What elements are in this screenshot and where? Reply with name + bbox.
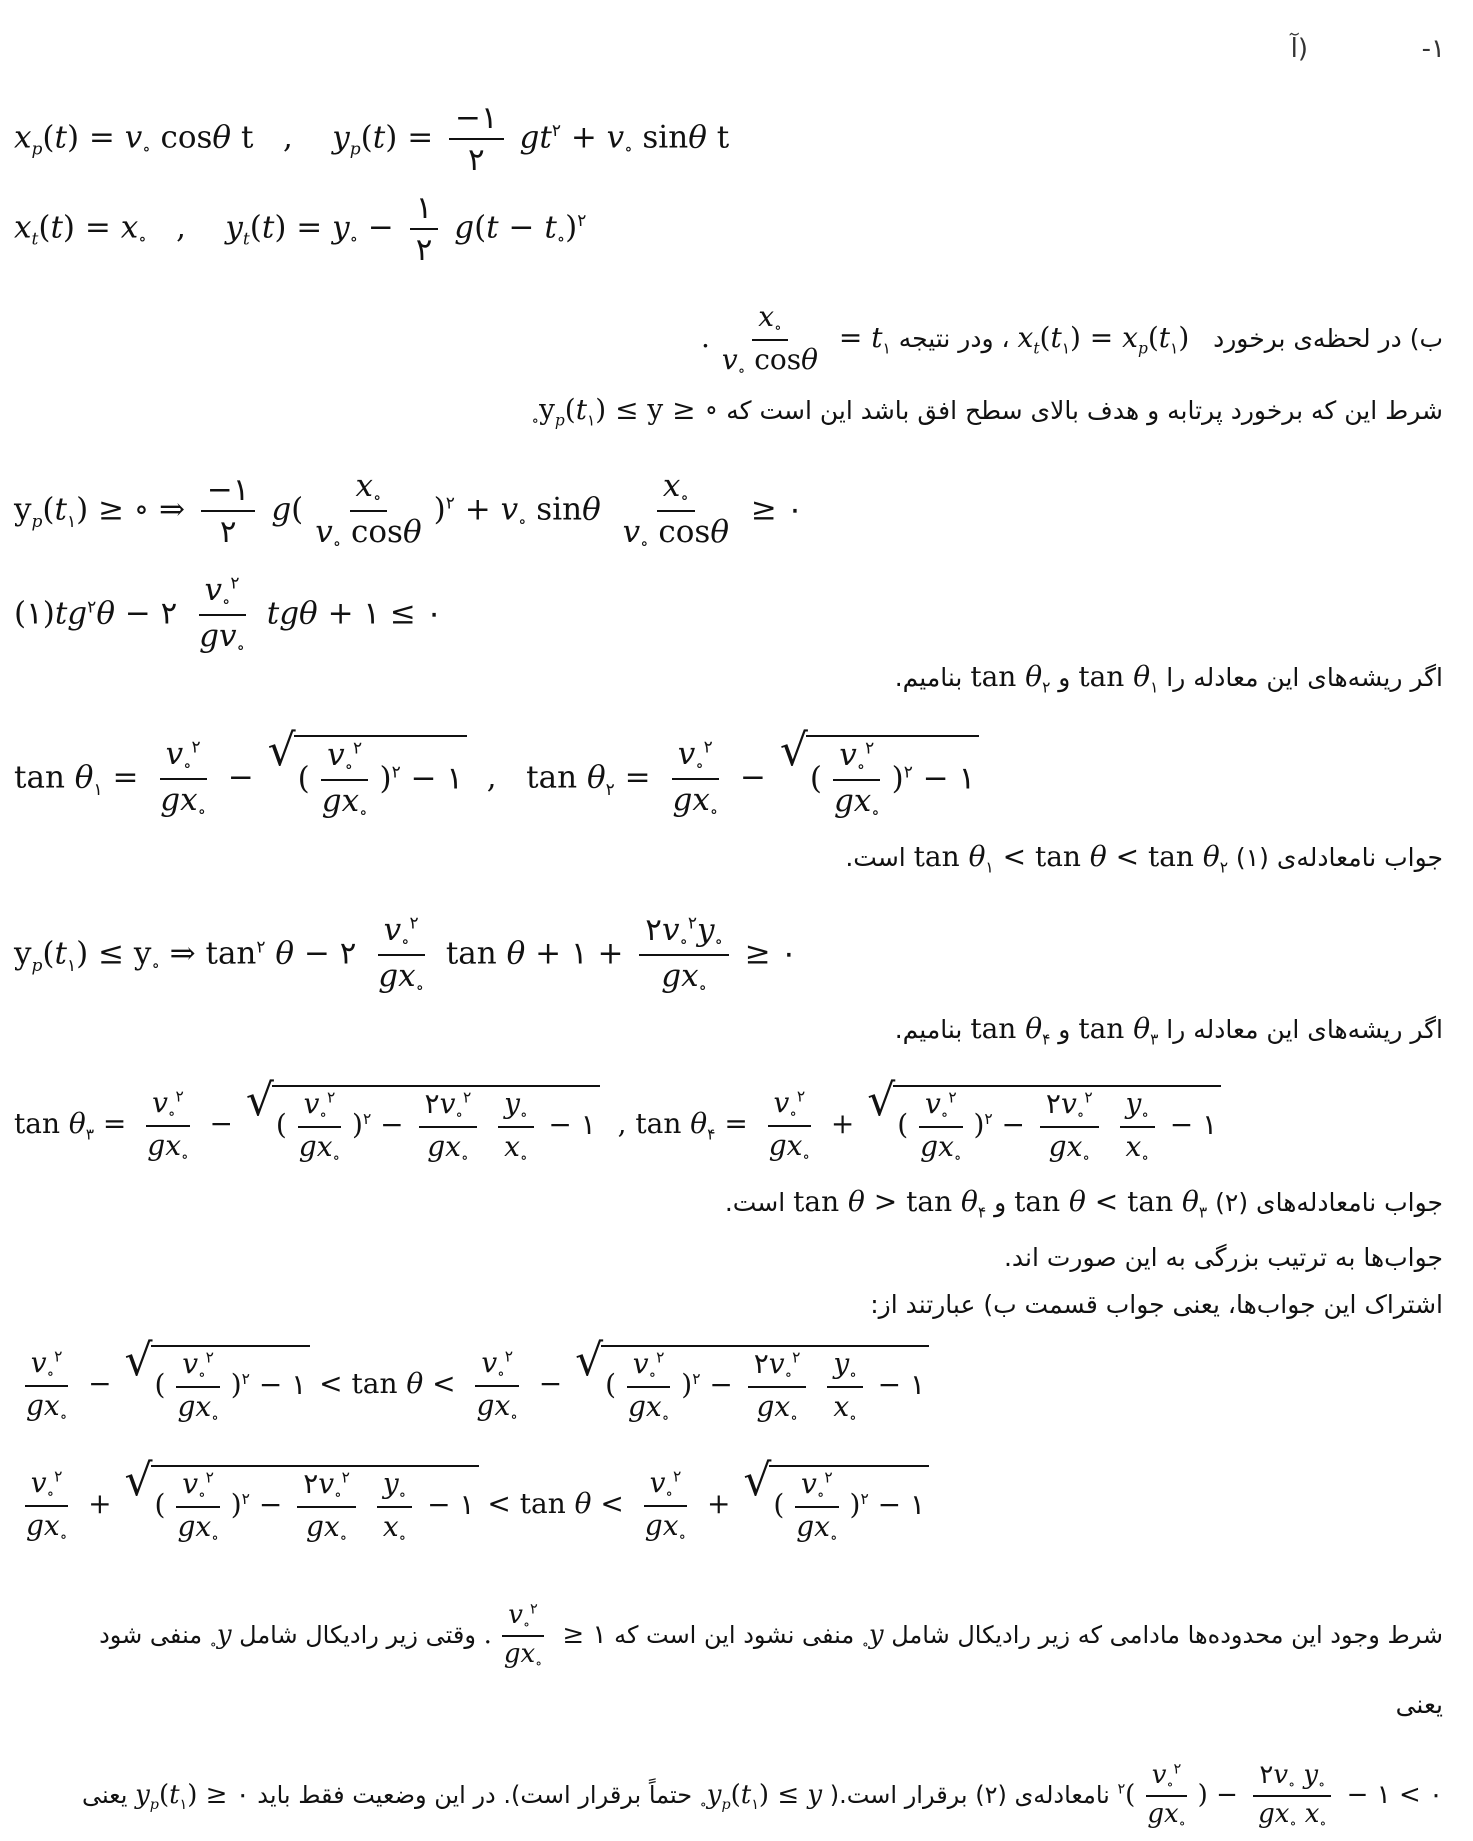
text-answer-2: جواب نامعادله‌های (۲) $\tan \theta < \tan \theta_۳$ و $\tan \theta > \tan \theta_۴$ است. <box>724 1185 1443 1222</box>
text-roots-1-2: اگر ریشه‌های این معادله را $\tan \theta_۱$ و $\tan \theta_۲$ بنامیم. <box>894 660 1443 697</box>
text-roots-3-4: اگر ریشه‌های این معادله را $\tan \theta_۳$ و $\tan \theta_۴$ بنامیم. <box>894 1012 1443 1049</box>
text-part-b: ب) در لحظه‌ی برخورد $x_t(t_۱) = x_p(t_۱)$ ، ودر نتیجه $t_۱$ = $\frac{x_\circ}{v_\circ \cos\theta}$ . <box>701 300 1443 380</box>
text-existence-condition: شرط وجود این محدوده‌ها مادامی که زیر رادیکال شامل $y_\circ$ منفی نشود این است که ۱ ≤ $\frac{v_\circ^۲}{gx_\circ}$ . وقتی زیر رادیکال شامل $y_\circ$ منفی شود <box>99 1600 1443 1673</box>
equation-range-1: $\frac{v_\circ^۲}{gx_\circ}$ − √ ( $\frac{v_\circ^۲}{gx_\circ}$ )$^۲$ − ۱ < tan θ < $\frac{v_\circ^۲}{gx_\circ}$ − √ ( $\frac{v_\circ^۲}{gx_\circ}$ )$^۲$ − $\frac{۲v_\circ^۲}{gx_\circ}$ $\frac{y_\circ}{x_\circ}$ − ۱ <box>14 1345 929 1426</box>
problem-number: -۱ <box>1421 34 1445 64</box>
text-order: جواب‌ها به ترتیب بزرگی به این صورت اند. <box>1003 1243 1443 1272</box>
text-condition: شرط این که برخورد پرتابه و هدف بالای سطح افق باشد این است که ∘ ≤ $y_p(t_۱) \le y_\circ$ <box>531 393 1443 430</box>
text-yani: یعنی <box>1395 1690 1443 1719</box>
equation-projectile-position: $x_p(t) = v_\circ$ cosθ t , $y_p(t)$ = $\frac{-۱}{۲}$ $gt^۲ + v_\circ$ sinθ t <box>14 100 730 178</box>
text-final: ۰ > ۱ − $\frac{۲v_\circ y_\circ}{gx_\circ x_\circ}$ − ( $\frac{v_\circ^۲}{gx_\circ}$ )$^۲$ نامعادله‌ی (۲) برقرار است.( $y_p(t_۱) \le y_\circ$ حتماً برقرار است). در این وضعیت فقط باید $y_p(t_۱)$ ≥ ۰ یعنی <box>81 1760 1443 1833</box>
equation-target-position: $x_t(t) = x_\circ$ , $y_t(t) = y_\circ$ − $\frac{۱}{۲}$ $g(t - t_\circ)^۲$ <box>14 190 587 268</box>
text-intersection: اشتراک این جواب‌ها، یعنی جواب قسمت ب) عبارتند از: <box>870 1290 1443 1319</box>
equation-tan-theta-3-4: $\tan \theta_۳$ = $\frac{v_\circ^۲}{gx_\circ}$ − √ ( $\frac{v_\circ^۲}{gx_\circ}$ )$^۲$ − $\frac{۲v_\circ^۲}{gx_\circ}$ $\frac{y_\circ}{x_\circ}$ − ۱ , $\tan \theta_۴$ = $\frac{v_\circ^۲}{gx_\circ}$ + √ ( $\frac{v_\circ^۲}{gx_\circ}$ )$^۲$ − $\frac{۲v_\circ^۲}{gx_\circ}$ $\frac{y_\circ}{x_\circ}$ − ۱ <box>14 1085 1221 1166</box>
equation-yp-nonnegative: $y_p(t_۱)$ ≥ ∘ ⇒ $\frac{-۱}{۲}$ g( $\frac{x_\circ}{v_\circ \cos\theta}$ )$^۲ + v_\circ$ sinθ $\frac{x_\circ}{v_\circ \cos\theta}$ ≥ ۰ <box>14 468 804 555</box>
equation-yp-upper: $y_p(t_۱) \le y_\circ$ ⇒ $\tan^۲ \theta$ − ۲ $\frac{v_\circ^۲}{gx_\circ}$ tan θ + ۱ + $\frac{۲v_\circ^۲y_\circ}{gx_\circ}$ ≥ ۰ <box>14 912 798 999</box>
equation-tan-theta-1-2: $\tan \theta_۱$ = $\frac{v_\circ^۲}{gx_\circ}$ − √ ( $\frac{v_\circ^۲}{gx_\circ}$ )$^۲$ − ۱ , $\tan \theta_۲$ = $\frac{v_\circ^۲}{gx_\circ}$ − √ ( $\frac{v_\circ^۲}{gx_\circ}$ )$^۲$ − ۱ <box>14 735 979 823</box>
part-label: آ) <box>1290 34 1308 64</box>
equation-inequality-1: $(۱)tg^۲\theta$ − ۲ $\frac{v_\circ^۲}{gv_\circ}$ tgθ + ۱ ≤ ۰ <box>14 572 443 659</box>
equation-range-2: $\frac{v_\circ^۲}{gx_\circ}$ + √ ( $\frac{v_\circ^۲}{gx_\circ}$ )$^۲$ − $\frac{۲v_\circ^۲}{gx_\circ}$ $\frac{y_\circ}{x_\circ}$ − ۱ < tan θ < $\frac{v_\circ^۲}{gx_\circ}$ + √ ( $\frac{v_\circ^۲}{gx_\circ}$ )$^۲$ − ۱ <box>14 1465 929 1546</box>
text-answer-1: جواب نامعادله‌ی (۱) $\tan \theta_۱ < \tan \theta < \tan \theta_۲$ است. <box>845 840 1443 877</box>
